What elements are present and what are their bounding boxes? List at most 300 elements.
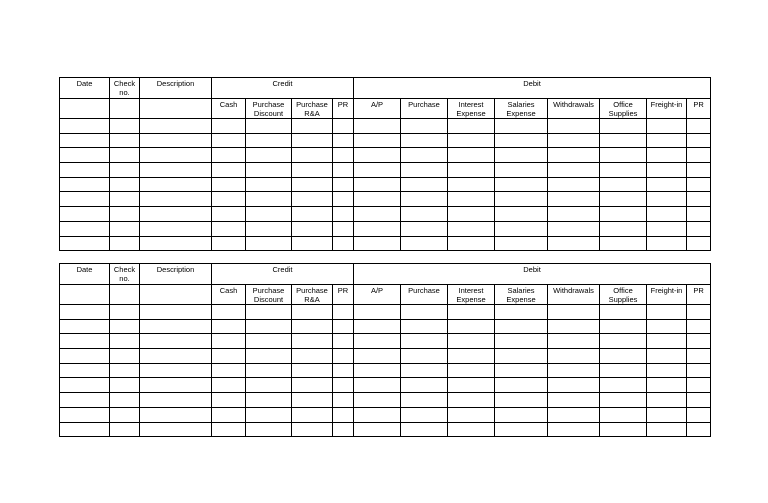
journal-entry-cell[interactable] [60,221,110,236]
journal-entry-cell[interactable] [333,236,354,251]
journal-entry-cell[interactable] [292,133,333,148]
journal-entry-cell[interactable] [448,393,495,408]
journal-entry-cell[interactable] [246,192,292,207]
journal-entry-cell[interactable] [354,221,401,236]
journal-entry-cell[interactable] [495,363,548,378]
journal-entry-cell[interactable] [401,305,448,320]
journal-entry-cell[interactable] [647,221,687,236]
journal-entry-cell[interactable] [292,378,333,393]
journal-entry-cell[interactable] [495,207,548,222]
journal-entry-cell[interactable] [401,148,448,163]
journal-entry-cell[interactable] [140,177,212,192]
journal-entry-cell[interactable] [647,192,687,207]
journal-entry-cell[interactable] [647,236,687,251]
journal-entry-cell[interactable] [292,236,333,251]
journal-entry-cell[interactable] [647,349,687,364]
journal-entry-cell[interactable] [292,221,333,236]
journal-entry-cell[interactable] [140,236,212,251]
journal-entry-cell[interactable] [600,407,647,422]
journal-entry-cell[interactable] [687,393,711,408]
journal-entry-cell[interactable] [212,133,246,148]
journal-entry-cell[interactable] [60,305,110,320]
journal-entry-cell[interactable] [354,305,401,320]
journal-entry-cell[interactable] [600,305,647,320]
journal-entry-cell[interactable] [687,133,711,148]
journal-entry-cell[interactable] [687,363,711,378]
journal-entry-cell[interactable] [110,422,140,437]
journal-entry-cell[interactable] [448,378,495,393]
journal-entry-cell[interactable] [401,133,448,148]
journal-entry-cell[interactable] [495,407,548,422]
journal-entry-cell[interactable] [548,148,600,163]
journal-entry-cell[interactable] [246,378,292,393]
journal-entry-cell[interactable] [448,363,495,378]
journal-entry-cell[interactable] [212,407,246,422]
journal-entry-cell[interactable] [60,148,110,163]
journal-entry-cell[interactable] [110,192,140,207]
journal-entry-cell[interactable] [687,407,711,422]
journal-entry-cell[interactable] [60,319,110,334]
journal-entry-cell[interactable] [60,192,110,207]
journal-entry-cell[interactable] [110,221,140,236]
journal-entry-cell[interactable] [600,363,647,378]
journal-entry-cell[interactable] [548,319,600,334]
journal-entry-cell[interactable] [333,192,354,207]
journal-entry-cell[interactable] [448,148,495,163]
journal-entry-cell[interactable] [401,221,448,236]
journal-entry-cell[interactable] [495,305,548,320]
journal-entry-cell[interactable] [448,163,495,178]
journal-entry-cell[interactable] [600,334,647,349]
journal-entry-cell[interactable] [600,221,647,236]
journal-entry-cell[interactable] [354,334,401,349]
journal-entry-cell[interactable] [292,393,333,408]
journal-entry-cell[interactable] [647,305,687,320]
journal-entry-cell[interactable] [600,422,647,437]
journal-entry-cell[interactable] [600,192,647,207]
journal-entry-cell[interactable] [246,363,292,378]
journal-entry-cell[interactable] [401,363,448,378]
journal-entry-cell[interactable] [354,119,401,134]
debit-col-ap: A/P [354,99,401,119]
header-date: Date [60,78,110,99]
journal-entry-cell[interactable] [401,236,448,251]
header-row-1 [60,264,711,285]
journal-entry-cell[interactable] [140,422,212,437]
journal-entry-cell[interactable] [140,319,212,334]
journal-entry-cell[interactable] [110,378,140,393]
journal-entry-cell[interactable] [548,305,600,320]
journal-entry-cell[interactable] [60,422,110,437]
journal-entry-cell[interactable] [495,177,548,192]
journal-entry-cell[interactable] [110,349,140,364]
journal-entry-cell[interactable] [212,119,246,134]
blank-cell[interactable] [60,99,110,119]
journal-entry-cell[interactable] [548,422,600,437]
journal-entry-cell[interactable] [60,378,110,393]
journal-entry-cell[interactable] [140,349,212,364]
credit-col-purchase-ra: Purchase R&A [292,99,333,119]
journal-entry-cell[interactable] [354,207,401,222]
journal-entry-row [60,349,711,364]
journal-entry-cell[interactable] [60,407,110,422]
journal-entry-cell[interactable] [246,236,292,251]
journal-entry-cell[interactable] [60,393,110,408]
debit-col-office-supplies: Office Supplies [600,99,647,119]
journal-entry-cell[interactable] [600,236,647,251]
journal-entry-cell[interactable] [647,319,687,334]
journal-entry-cell[interactable] [333,363,354,378]
journal-entry-cell[interactable] [354,393,401,408]
debit-col-pr: PR [687,99,711,119]
journal-entry-cell[interactable] [292,319,333,334]
journal-entry-cell[interactable] [60,236,110,251]
journal-entry-cell[interactable] [687,148,711,163]
journal-entry-cell[interactable] [495,422,548,437]
journal-entry-row [60,319,711,334]
journal-entry-cell[interactable] [292,148,333,163]
journal-entry-cell[interactable] [687,221,711,236]
journal-entry-cell[interactable] [401,393,448,408]
journal-entry-cell[interactable] [212,378,246,393]
journal-entry-cell[interactable] [687,119,711,134]
journal-entry-cell[interactable] [448,236,495,251]
journal-entry-cell[interactable] [448,119,495,134]
debit-col-freight-in: Freight-in [647,285,687,305]
journal-entry-cell[interactable] [333,148,354,163]
journal-entry-cell[interactable] [246,393,292,408]
journal-entry-cell[interactable] [292,192,333,207]
journal-entry-cell[interactable] [548,393,600,408]
journal-entry-cell[interactable] [140,119,212,134]
journal-table-1 [59,77,711,251]
journal-entry-cell[interactable] [647,177,687,192]
journal-entry-cell[interactable] [333,163,354,178]
journal-entry-cell[interactable] [647,407,687,422]
journal-entry-cell[interactable] [448,334,495,349]
journal-entry-cell[interactable] [647,363,687,378]
journal-entry-cell[interactable] [292,334,333,349]
journal-entry-cell[interactable] [333,407,354,422]
journal-entry-cell[interactable] [333,119,354,134]
journal-entry-cell[interactable] [401,334,448,349]
journal-entry-cell[interactable] [401,378,448,393]
journal-entry-cell[interactable] [448,192,495,207]
journal-entry-cell[interactable] [140,407,212,422]
journal-entry-cell[interactable] [448,177,495,192]
journal-entry-cell[interactable] [60,133,110,148]
journal-entry-cell[interactable] [448,422,495,437]
journal-entry-cell[interactable] [110,207,140,222]
journal-entry-cell[interactable] [354,422,401,437]
journal-entry-cell[interactable] [647,393,687,408]
journal-entry-cell[interactable] [687,192,711,207]
journal-entry-cell[interactable] [140,148,212,163]
journal-entry-cell[interactable] [246,422,292,437]
journal-entry-cell[interactable] [354,378,401,393]
journal-entry-cell[interactable] [292,349,333,364]
header-debit: Debit [354,264,711,285]
journal-entry-cell[interactable] [647,334,687,349]
journal-entry-cell[interactable] [548,236,600,251]
journal-entry-cell[interactable] [548,221,600,236]
journal-entry-cell[interactable] [292,119,333,134]
journal-entry-cell[interactable] [110,119,140,134]
journal-entry-cell[interactable] [495,192,548,207]
journal-entry-cell[interactable] [687,334,711,349]
journal-entry-cell[interactable] [495,221,548,236]
journal-entry-cell[interactable] [354,236,401,251]
header-check-no: Check no. [110,264,140,285]
journal-entry-cell[interactable] [548,119,600,134]
journal-entry-cell[interactable] [401,349,448,364]
journal-entry-cell[interactable] [140,163,212,178]
journal-entry-cell[interactable] [110,334,140,349]
journal-entry-row [60,407,711,422]
journal-entry-cell[interactable] [600,148,647,163]
journal-entry-cell[interactable] [60,177,110,192]
journal-entry-cell[interactable] [60,363,110,378]
journal-entry-cell[interactable] [110,133,140,148]
journal-entry-cell[interactable] [110,305,140,320]
journal-entry-cell[interactable] [687,177,711,192]
journal-entry-cell[interactable] [246,221,292,236]
journal-entry-cell[interactable] [354,349,401,364]
journal-entry-cell[interactable] [212,163,246,178]
journal-entry-cell[interactable] [401,422,448,437]
journal-entry-cell[interactable] [687,163,711,178]
journal-entry-cell[interactable] [246,177,292,192]
journal-entry-cell[interactable] [495,349,548,364]
journal-entry-cell[interactable] [495,133,548,148]
journal-entry-cell[interactable] [292,207,333,222]
journal-entry-cell[interactable] [647,207,687,222]
journal-entry-cell[interactable] [687,349,711,364]
journal-entry-cell[interactable] [140,334,212,349]
journal-entry-cell[interactable] [548,177,600,192]
journal-entry-cell[interactable] [600,393,647,408]
journal-entry-cell[interactable] [548,163,600,178]
journal-entry-row [60,378,711,393]
journal-entry-cell[interactable] [110,177,140,192]
journal-entry-cell[interactable] [448,319,495,334]
journal-entry-cell[interactable] [246,207,292,222]
journal-entry-cell[interactable] [246,119,292,134]
journal-entry-cell[interactable] [401,207,448,222]
journal-entry-cell[interactable] [246,407,292,422]
journal-entry-cell[interactable] [246,319,292,334]
journal-entry-cell[interactable] [212,177,246,192]
journal-entry-cell[interactable] [246,148,292,163]
journal-entry-cell[interactable] [495,236,548,251]
journal-entry-cell[interactable] [110,407,140,422]
journal-entry-cell[interactable] [401,407,448,422]
journal-entry-cell[interactable] [647,148,687,163]
journal-entry-cell[interactable] [333,319,354,334]
journal-entry-cell[interactable] [140,192,212,207]
journal-entry-cell[interactable] [548,334,600,349]
header-check-no: Check no. [110,78,140,99]
journal-entry-cell[interactable] [600,319,647,334]
journal-entry-cell[interactable] [687,319,711,334]
journal-entry-cell[interactable] [448,133,495,148]
journal-entry-cell[interactable] [292,305,333,320]
journal-entry-cell[interactable] [495,319,548,334]
journal-entry-cell[interactable] [292,422,333,437]
blank-cell[interactable] [60,285,110,305]
journal-entry-cell[interactable] [600,177,647,192]
journal-entry-cell[interactable] [401,163,448,178]
journal-entry-cell[interactable] [212,221,246,236]
journal-entry-cell[interactable] [548,349,600,364]
journal-entry-cell[interactable] [212,305,246,320]
journal-entry-cell[interactable] [212,349,246,364]
credit-col-cash: Cash [212,99,246,119]
journal-entry-cell[interactable] [212,334,246,349]
journal-entry-cell[interactable] [495,163,548,178]
journal-entry-cell[interactable] [333,422,354,437]
journal-entry-cell[interactable] [333,177,354,192]
journal-entry-cell[interactable] [110,319,140,334]
journal-entry-cell[interactable] [110,393,140,408]
journal-entry-cell[interactable] [333,305,354,320]
journal-entry-cell[interactable] [246,133,292,148]
journal-entry-cell[interactable] [401,192,448,207]
journal-entry-cell[interactable] [354,319,401,334]
journal-entry-cell[interactable] [600,349,647,364]
journal-entry-cell[interactable] [140,305,212,320]
journal-entry-cell[interactable] [292,363,333,378]
journal-entry-cell[interactable] [354,133,401,148]
journal-entry-cell[interactable] [647,119,687,134]
header-row-1 [60,78,711,99]
journal-entry-row [60,119,711,134]
journal-entry-cell[interactable] [354,148,401,163]
journal-entry-cell[interactable] [548,378,600,393]
journal-entry-cell[interactable] [212,192,246,207]
journal-entry-cell[interactable] [110,363,140,378]
journal-entry-cell[interactable] [354,177,401,192]
journal-entry-row [60,207,711,222]
journal-entry-cell[interactable] [140,378,212,393]
journal-entry-cell[interactable] [140,393,212,408]
journal-entry-cell[interactable] [140,207,212,222]
journal-entry-cell[interactable] [600,133,647,148]
journal-entry-cell[interactable] [548,407,600,422]
journal-entry-cell[interactable] [548,133,600,148]
journal-entry-cell[interactable] [448,207,495,222]
journal-entry-cell[interactable] [354,163,401,178]
journal-body [60,264,711,437]
journal-entry-cell[interactable] [687,422,711,437]
journal-entry-cell[interactable] [548,363,600,378]
journal-entry-cell[interactable] [687,378,711,393]
journal-entry-cell[interactable] [354,363,401,378]
journal-entry-cell[interactable] [495,148,548,163]
journal-entry-cell[interactable] [600,163,647,178]
header-description: Description [140,264,212,285]
blank-cell[interactable] [110,99,140,119]
journal-entry-cell[interactable] [548,207,600,222]
journal-entry-cell[interactable] [212,363,246,378]
journal-entry-cell[interactable] [292,163,333,178]
journal-entry-cell[interactable] [354,192,401,207]
journal-entry-cell[interactable] [60,349,110,364]
journal-entry-cell[interactable] [212,319,246,334]
journal-entry-cell[interactable] [448,349,495,364]
blank-cell[interactable] [140,99,212,119]
journal-entry-cell[interactable] [448,407,495,422]
journal-entry-cell[interactable] [246,305,292,320]
journal-entry-cell[interactable] [401,319,448,334]
journal-entry-cell[interactable] [600,378,647,393]
journal-entry-cell[interactable] [110,163,140,178]
journal-entry-cell[interactable] [60,334,110,349]
journal-entry-cell[interactable] [687,236,711,251]
blank-cell[interactable] [140,285,212,305]
journal-entry-row [60,221,711,236]
journal-entry-cell[interactable] [110,236,140,251]
journal-entry-cell[interactable] [647,163,687,178]
journal-entry-cell[interactable] [548,192,600,207]
journal-entry-cell[interactable] [401,119,448,134]
journal-entry-cell[interactable] [140,221,212,236]
journal-entry-cell[interactable] [110,148,140,163]
journal-entry-cell[interactable] [333,349,354,364]
journal-entry-cell[interactable] [333,378,354,393]
journal-entry-cell[interactable] [495,393,548,408]
journal-entry-cell[interactable] [140,363,212,378]
journal-entry-cell[interactable] [60,163,110,178]
journal-entry-cell[interactable] [600,119,647,134]
blank-cell[interactable] [110,285,140,305]
journal-entry-cell[interactable] [246,334,292,349]
credit-col-purchase-ra: Purchase R&A [292,285,333,305]
journal-entry-cell[interactable] [212,207,246,222]
journal-entry-cell[interactable] [647,378,687,393]
journal-entry-cell[interactable] [600,207,647,222]
journal-entry-cell[interactable] [333,393,354,408]
journal-entry-cell[interactable] [495,378,548,393]
header-row-2 [60,285,711,305]
journal-entry-cell[interactable] [448,221,495,236]
journal-entry-cell[interactable] [647,422,687,437]
journal-entry-cell[interactable] [60,207,110,222]
journal-entry-cell[interactable] [354,407,401,422]
journal-entry-cell[interactable] [292,177,333,192]
journal-entry-cell[interactable] [333,221,354,236]
journal-entry-cell[interactable] [448,305,495,320]
journal-entry-cell[interactable] [246,163,292,178]
journal-entry-cell[interactable] [333,334,354,349]
journal-entry-cell[interactable] [212,422,246,437]
journal-entry-cell[interactable] [246,349,292,364]
journal-entry-cell[interactable] [495,119,548,134]
journal-entry-cell[interactable] [687,207,711,222]
journal-entry-cell[interactable] [212,148,246,163]
journal-entry-cell[interactable] [687,305,711,320]
journal-entry-cell[interactable] [495,334,548,349]
journal-entry-cell[interactable] [647,133,687,148]
journal-entry-cell[interactable] [292,407,333,422]
journal-entry-cell[interactable] [333,133,354,148]
journal-entry-cell[interactable] [140,133,212,148]
journal-entry-cell[interactable] [333,207,354,222]
journal-entry-cell[interactable] [212,393,246,408]
journal-entry-cell[interactable] [212,236,246,251]
journal-entry-cell[interactable] [60,119,110,134]
journal-entry-cell[interactable] [401,177,448,192]
